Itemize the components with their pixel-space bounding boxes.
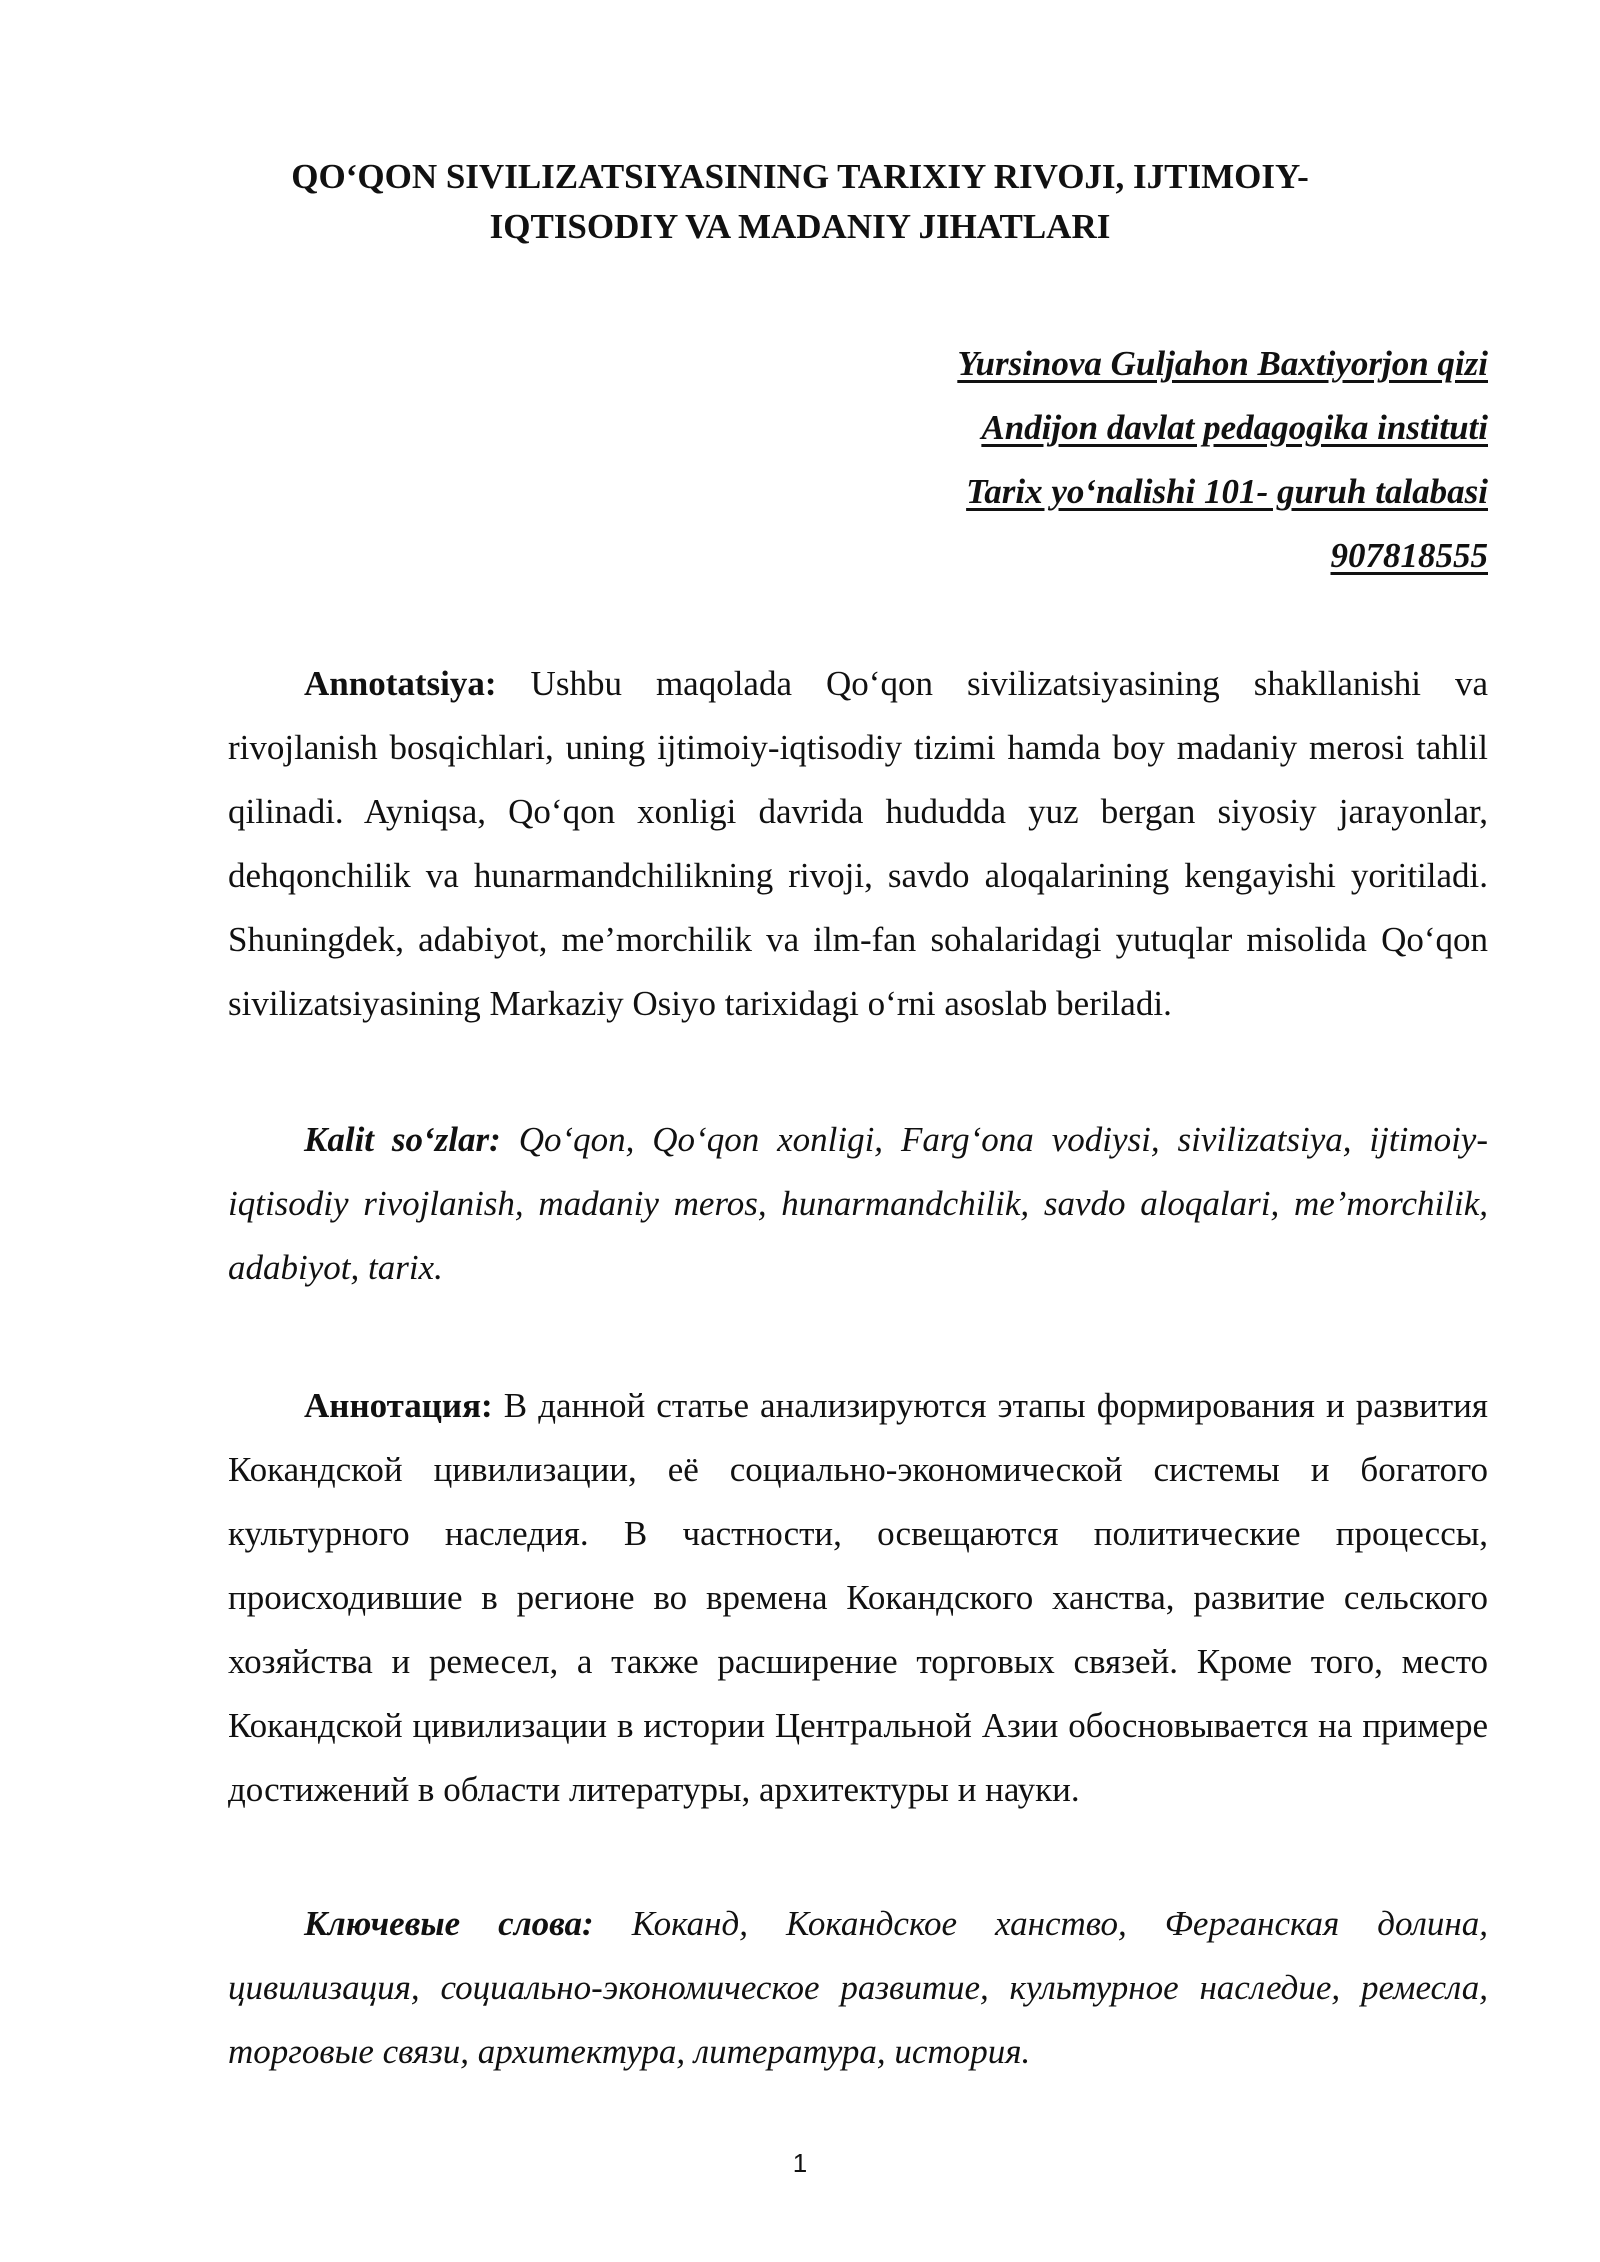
- author-institution: Andijon davlat pedagogika instituti: [981, 408, 1488, 447]
- article-title: [200, 152, 1400, 252]
- title-line-2: IQTISODIY VA MADANIY JIHATLARI: [489, 207, 1111, 246]
- keywords-russian-text: Коканд, Кокандское ханство, Ферганская долина, цивилизация, социально-экономическое развитие, культурное наследие, ремесла, торговые связи, архитектура, литература, история.: [228, 1904, 1489, 2071]
- annotation-russian-text: В данной статье анализируются этапы формирования и развития Кокандской цивилизации, её социально-экономической системы и богатого культурного наследия. В частности, освещаются политические процессы, происходившие в регионе во времена Кокандского ханства, развитие сельского хозяйства и ремесел, а также расширение торговых связей. Кроме того, место Кокандской цивилизации в истории Центральной Азии обосновывается на примере достижений в области литературы, архитектуры и науки.: [228, 1386, 1488, 1809]
- author-phone: 907818555: [1330, 536, 1488, 575]
- annotation-russian-label: Аннотация:: [304, 1386, 493, 1425]
- author-group: Tarix yo‘nalishi 101- guruh talabasi: [966, 472, 1488, 511]
- author-info: [957, 332, 1488, 588]
- page-number: 1: [792, 2148, 808, 2178]
- title-line-1: QO‘QON SIVILIZATSIYASINING TARIXIY RIVOJI, IJTIMOIY-: [291, 157, 1309, 196]
- annotation-uzbek-text: Ushbu maqolada Qo‘qon sivilizatsiyasining shakllanishi va rivojlanish bosqichlari, uning ijtimoiy-iqtisodiy tizimi hamda boy madaniy merosi tahlil qilinadi. Ayniqsa, Qo‘qon xonligi davrida hududda yuz bergan siyosiy jarayonlar, dehqonchilik va hunarmandchilikning rivoji, savdo aloqalarining kengayishi yoritiladi. Shuningdek, adabiyot, me’morchilik va ilm-fan sohalaridagi yutuqlar misolida Qo‘qon sivilizatsiyasining Markaziy Osiyo tarixidagi o‘rni asoslab beriladi.: [228, 664, 1488, 1023]
- keywords-uzbek-text: Qo‘qon, Qo‘qon xonligi, Farg‘ona vodiysi, sivilizatsiya, ijtimoiy-iqtisodiy rivojlanish, madaniy meros, hunarmandchilik, savdo aloqalari, me’morchilik, adabiyot, tarix.: [228, 1120, 1488, 1287]
- keywords-russian-label: Ключевые слова:: [304, 1904, 594, 1943]
- annotation-russian: [228, 1374, 1488, 1822]
- annotation-uzbek: [228, 652, 1488, 1036]
- keywords-uzbek: [228, 1108, 1488, 1300]
- author-name: Yursinova Guljahon Baxtiyorjon qizi: [957, 344, 1488, 383]
- keywords-uzbek-label: Kalit so‘zlar:: [304, 1120, 501, 1159]
- keywords-russian: [228, 1892, 1488, 2084]
- annotation-uzbek-label: Annotatsiya:: [304, 664, 497, 703]
